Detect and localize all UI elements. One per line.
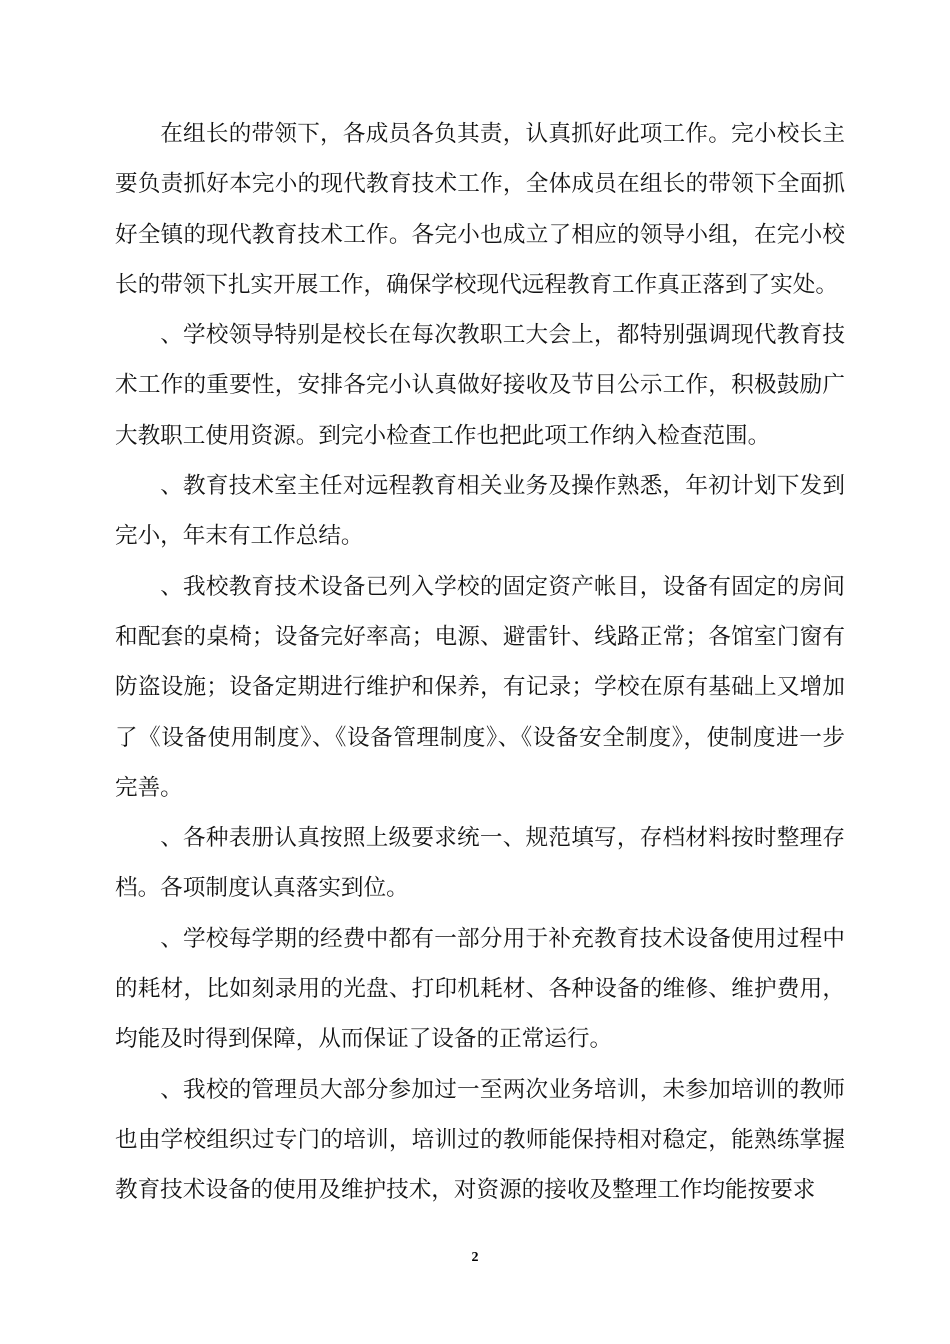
paragraph-6: 、学校每学期的经费中都有一部分用于补充教育技术设备使用过程中的耗材，比如刻录用的光盘、打印机耗材、各种设备的维修、维护费用，均能及时得到保障，从而保证了设备的正常运行。 xyxy=(115,925,845,1053)
paragraph-1: 在组长的带领下，各成员各负其责，认真抓好此项工作。完小校长主要负责抓好本完小的现代教育技术工作，全体成员在组长的带领下全面抓好全镇的现代教育技术工作。各完小也成立了相应的领导小组，在完小校长的带领下扎实开展工作，确保学校现代远程教育工作真正落到了实处。 xyxy=(115,121,845,298)
paragraph-4: 、我校教育技术设备已列入学校的固定资产帐目，设备有固定的房间和配套的桌椅；设备完好率高；电源、避雷针、线路正常；各馆室门窗有防盗设施；设备定期进行维护和保养，有记录；学校在原有基础上又增加了《设备使用制度》、《设备管理制度》、《设备安全制度》，使制度进一步完善。 xyxy=(115,573,845,801)
paragraph-5: 、各种表册认真按照上级要求统一、规范填写，存档材料按时整理存档。各项制度认真落实到位。 xyxy=(115,825,845,902)
paragraph-3: 、教育技术室主任对远程教育相关业务及操作熟悉，年初计划下发到完小，年末有工作总结。 xyxy=(115,473,845,550)
body-text xyxy=(115,109,845,1216)
page-number: 2 xyxy=(471,1250,479,1265)
paragraph-7: 、我校的管理员大部分参加过一至两次业务培训，未参加培训的教师也由学校组织过专门的培训，培训过的教师能保持相对稳定，能熟练掌握教育技术设备的使用及维护技术，对资源的接收及整理工作均能按要求 xyxy=(115,1076,845,1204)
paragraph-2: 、学校领导特别是校长在每次教职工大会上，都特别强调现代教育技术工作的重要性，安排各完小认真做好接收及节目公示工作，积极鼓励广大教职工使用资源。到完小检查工作也把此项工作纳入检查范围。 xyxy=(115,322,845,449)
